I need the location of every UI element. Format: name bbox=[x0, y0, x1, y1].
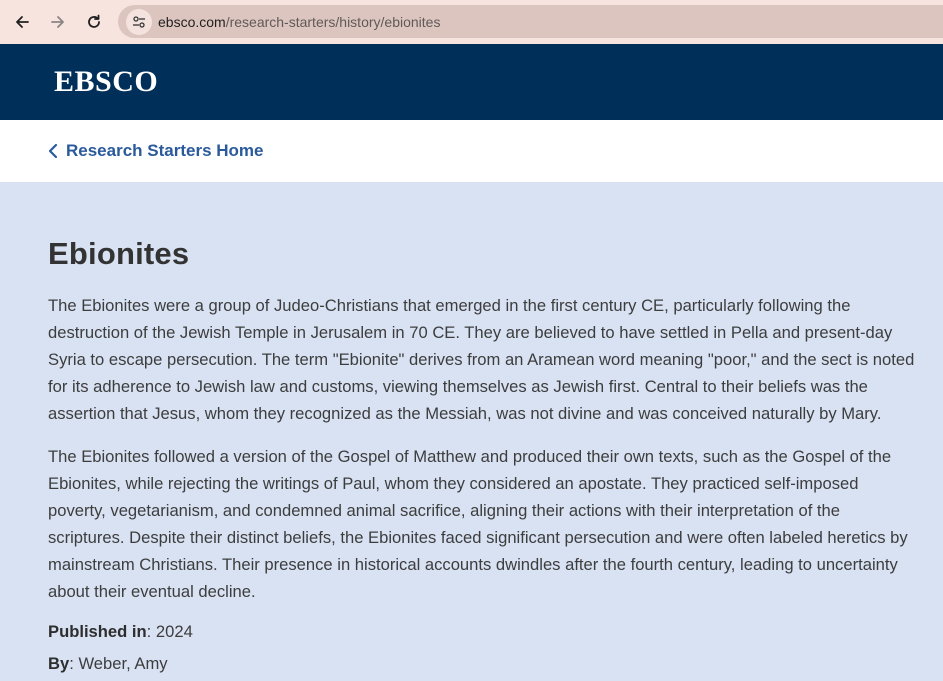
site-info-icon[interactable] bbox=[126, 9, 152, 35]
published-in bbox=[48, 621, 919, 643]
browser-toolbar bbox=[0, 0, 943, 44]
ebsco-logo[interactable]: EBSCO bbox=[54, 65, 159, 98]
published-value: : 2024 bbox=[146, 622, 193, 641]
article-body bbox=[0, 182, 943, 675]
back-link-label: Research Starters Home bbox=[66, 141, 264, 160]
page-title: Ebionites bbox=[48, 236, 190, 271]
reload-icon[interactable] bbox=[80, 8, 108, 36]
author-line bbox=[48, 653, 919, 675]
url-domain: ebsco.com bbox=[158, 13, 226, 30]
site-header bbox=[0, 44, 943, 120]
article-paragraph: The Ebionites followed a version of the Gospel of Matthew and produced their own texts, such as the Gospel of the Ebionites, while rejecting the writings of Paul, whom they considered an apostate. They practiced self-imposed poverty, vegetarianism, and condemned animal sacrifice, aligning their actions with their interpretation of the scriptures. Despite their distinct beliefs, the Ebionites faced significant persecution and were often labeled heretics by mainstream Christians. Their presence in historical accounts dwindles after the fourth century, leading to uncertainty about their eventual decline. bbox=[48, 447, 908, 601]
back-arrow-icon[interactable] bbox=[8, 8, 36, 36]
url-path: /research-starters/history/ebionites bbox=[225, 13, 441, 30]
article-paragraph: The Ebionites were a group of Judeo-Christians that emerged in the first century CE, particularly following the destruction of the Jewish Temple in Jerusalem in 70 CE. They are believed to have settled in Pella and present-day Syria to escape persecution. The term "Ebionite" derives from an Aramean word meaning "poor," and the sect is noted for its adherence to Jewish law and customs, viewing themselves as Jewish first. Central to their beliefs was the assertion that Jesus, whom they recognized as the Messiah, was not divine and was conceived naturally by Mary. bbox=[48, 296, 915, 423]
breadcrumb bbox=[0, 120, 943, 182]
author-value: : Weber, Amy bbox=[69, 654, 168, 673]
published-label: Published in bbox=[48, 622, 147, 641]
url-text[interactable] bbox=[158, 14, 440, 30]
address-bar[interactable] bbox=[118, 5, 943, 38]
forward-arrow-icon[interactable] bbox=[44, 8, 72, 36]
by-label: By bbox=[48, 654, 70, 673]
research-starters-home-link[interactable] bbox=[48, 141, 263, 161]
chevron-left-icon bbox=[48, 143, 58, 159]
